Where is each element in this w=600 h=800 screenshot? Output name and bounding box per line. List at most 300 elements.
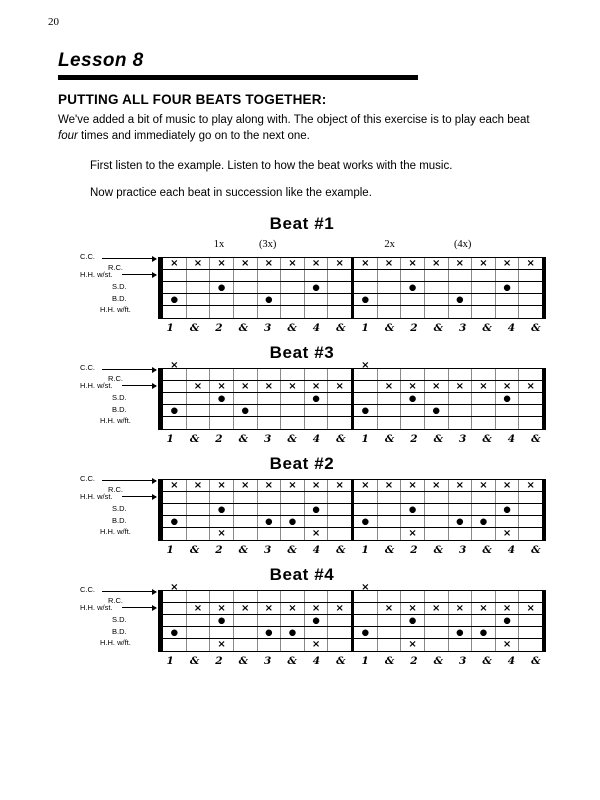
notation-grid [158, 360, 546, 430]
grid-cell [234, 369, 258, 380]
grid-cell [472, 258, 496, 269]
count-label: & [189, 544, 200, 557]
grid-cell [519, 615, 542, 626]
bass-line-note: ● [456, 294, 464, 305]
grid-cell [234, 417, 258, 429]
grid-cell [496, 516, 520, 527]
grid-cell [328, 282, 354, 293]
staff-row-hihat-stick-line [163, 603, 542, 615]
grid-cell [210, 615, 234, 626]
staff-row-crash-line [163, 360, 542, 381]
grid-cell [234, 270, 258, 281]
grid-cell [328, 504, 354, 515]
grid-cell [234, 591, 258, 602]
grid-cell [496, 417, 520, 429]
grid-cell [425, 258, 449, 269]
grid-cell [305, 282, 329, 293]
grid-cell [234, 282, 258, 293]
bass-line-note: ● [265, 294, 273, 305]
grid-cell [210, 639, 234, 651]
bass-line-note: ● [361, 516, 370, 527]
grid-cell [187, 528, 211, 540]
grid-cell [496, 381, 520, 392]
count-label: & [531, 322, 541, 335]
grid-cell [210, 405, 234, 416]
grid-cell [163, 516, 187, 527]
cymbal-line-note: × [526, 479, 535, 491]
grid-cell [281, 528, 305, 540]
grid-cell [281, 504, 305, 515]
grid-cell [210, 627, 234, 638]
grid-cell [354, 306, 378, 318]
repeat-labels-row [158, 239, 548, 253]
grid-cell [425, 591, 449, 602]
grid-cell [258, 258, 282, 269]
grid-cell [187, 615, 211, 626]
grid-cell [425, 369, 449, 380]
grid-cell [328, 639, 354, 651]
count-label: 3 [264, 544, 272, 557]
count-label: & [238, 655, 249, 668]
bass-label: B.D. [112, 405, 127, 415]
grid-cell [425, 639, 449, 651]
grid-cell [305, 480, 329, 491]
count-label: 2 [215, 433, 223, 446]
snare-line-note: ● [312, 504, 320, 515]
count-label: & [238, 322, 249, 335]
grid-cell [210, 393, 234, 404]
grid-cell [328, 381, 354, 392]
grid-cell [449, 639, 473, 651]
hihat-foot-line-note: × [408, 639, 417, 651]
grid-cell [210, 516, 234, 527]
grid-cell [328, 627, 354, 638]
grid-cell [472, 393, 496, 404]
grid-cell [187, 591, 211, 602]
grid-cell [401, 381, 425, 392]
grid-cell [425, 504, 449, 515]
count-label: & [482, 322, 492, 335]
bass-line-note: ● [479, 627, 488, 638]
grid-cell [472, 603, 496, 614]
grid-cell [354, 417, 378, 429]
grid-cell [354, 381, 378, 392]
staff-wrap [58, 582, 546, 652]
bass-label: B.D. [112, 516, 127, 526]
count-label: & [287, 544, 297, 557]
grid-cell [496, 294, 520, 305]
grid-cell [258, 603, 282, 614]
grid-cell [210, 282, 234, 293]
hihat-stick-line-note: × [311, 380, 321, 392]
beat-title: Beat #1 [269, 214, 335, 234]
count-label: & [336, 655, 346, 668]
staff-row-labels [58, 252, 158, 317]
intro-text-before: We've added a bit of music to play along with. The object of this exercise is to play each beat [58, 114, 530, 126]
grid-cell [210, 306, 234, 318]
grid-cell [401, 306, 425, 318]
grid-cell [281, 615, 305, 626]
grid-cell [496, 480, 520, 491]
count-label: 3 [459, 544, 467, 557]
grid-cell [328, 270, 354, 281]
hihat-stick-line-note: × [502, 602, 512, 614]
grid-cell [449, 258, 473, 269]
grid-cell [258, 381, 282, 392]
count-label: 1 [361, 322, 369, 335]
cymbal-line-note: × [361, 479, 370, 491]
bass-line-note: ● [265, 516, 273, 527]
grid-cell [378, 480, 402, 491]
grid-cell [425, 393, 449, 404]
count-label: 2 [215, 322, 223, 335]
count-label: 3 [459, 655, 467, 668]
cymbal-line-note: × [479, 479, 488, 491]
bass-line-note: ● [361, 294, 370, 305]
grid-cell [258, 615, 282, 626]
hihat-stick-arrow-icon [122, 607, 156, 608]
beat-section-3 [58, 454, 546, 556]
notation-grid [158, 257, 546, 319]
grid-cell [234, 405, 258, 416]
grid-cell [519, 480, 542, 491]
staff-row-cymbal-line [163, 258, 542, 270]
grid-cell [258, 528, 282, 540]
grid-cell [305, 615, 329, 626]
grid-cell [210, 480, 234, 491]
count-label: 4 [507, 544, 516, 557]
grid-cell [163, 270, 187, 281]
hihat-stick-line-note: × [526, 602, 535, 614]
cymbal-line-note: × [384, 479, 394, 491]
grid-cell [234, 615, 258, 626]
grid-cell [187, 639, 211, 651]
snare-line-note: ● [217, 282, 226, 293]
grid-cell [281, 492, 305, 503]
count-label: & [189, 433, 200, 446]
grid-cell [401, 528, 425, 540]
bass-line-note: ● [170, 516, 179, 527]
grid-cell [328, 258, 354, 269]
grid-cell [449, 492, 473, 503]
hihat-stick-line-note: × [502, 380, 512, 392]
cymbal-line-note: × [217, 257, 226, 269]
grid-cell [449, 393, 473, 404]
staff-row-hihat-foot-line [163, 639, 542, 651]
grid-cell [519, 282, 542, 293]
crash-arrow-icon [102, 258, 156, 259]
hihat-stick-label: H.H. w/st. [80, 603, 113, 613]
count-label: 4 [312, 544, 321, 557]
grid-cell [449, 417, 473, 429]
grid-cell [234, 516, 258, 527]
grid-cell [519, 603, 542, 614]
cymbal-line-note: × [361, 257, 370, 269]
grid-cell [378, 591, 402, 602]
grid-cell [401, 627, 425, 638]
grid-cell [401, 405, 425, 416]
hihat-stick-arrow-icon [122, 496, 156, 497]
count-label: 2 [410, 433, 418, 446]
snare-label: S.D. [112, 615, 127, 625]
grid-cell [281, 369, 305, 380]
grid-cell [449, 516, 473, 527]
grid-cell [305, 504, 329, 515]
staff-wrap [58, 252, 546, 319]
grid-cell [378, 381, 402, 392]
grid-cell [401, 504, 425, 515]
grid-cell [187, 480, 211, 491]
crash-line-note: × [361, 360, 370, 372]
grid-cell [281, 282, 305, 293]
grid-cell [187, 369, 211, 380]
grid-cell [472, 306, 496, 318]
grid-cell [496, 393, 520, 404]
snare-line-note: ● [217, 393, 226, 404]
count-label: & [287, 322, 297, 335]
staff-row-hihat-stick-line [163, 270, 542, 282]
snare-line-note: ● [312, 393, 320, 404]
grid-cell [281, 258, 305, 269]
cymbal-line-note: × [455, 479, 465, 491]
count-label: & [384, 655, 395, 668]
grid-cell [281, 417, 305, 429]
grid-cell [472, 270, 496, 281]
grid-cell [305, 381, 329, 392]
hihat-stick-line-note: × [217, 602, 226, 614]
grid-cell [401, 603, 425, 614]
cymbal-line-note: × [311, 257, 321, 269]
grid-cell [354, 360, 378, 380]
grid-cell [378, 258, 402, 269]
hihat-stick-line-note: × [264, 602, 274, 614]
grid-cell [449, 528, 473, 540]
grid-cell [354, 393, 378, 404]
count-label: & [238, 433, 249, 446]
grid-cell [258, 627, 282, 638]
grid-cell [449, 405, 473, 416]
grid-cell [258, 282, 282, 293]
grid-cell [187, 417, 211, 429]
grid-cell [234, 393, 258, 404]
staff-row-bass-line [163, 516, 542, 528]
grid-cell [378, 516, 402, 527]
snare-line-note: ● [408, 504, 417, 515]
grid-cell [425, 282, 449, 293]
snare-line-note: ● [503, 504, 511, 515]
hihat-stick-arrow-icon [122, 274, 156, 275]
count-label: & [189, 322, 200, 335]
grid-cell [163, 417, 187, 429]
hihat-stick-line-note: × [264, 380, 274, 392]
grid-cell [328, 405, 354, 416]
hihat-stick-line-note: × [288, 380, 297, 392]
ride-cymbal-label: R.C. [108, 596, 123, 606]
grid-cell [401, 591, 425, 602]
cymbal-line-note: × [170, 257, 179, 269]
hihat-stick-line-note: × [455, 380, 465, 392]
count-label: 4 [312, 433, 321, 446]
grid-cell [496, 258, 520, 269]
grid-cell [519, 369, 542, 380]
grid-cell [472, 516, 496, 527]
hihat-foot-line-note: × [311, 639, 321, 651]
bass-line-note: ● [432, 405, 440, 416]
cymbal-line-note: × [288, 257, 297, 269]
ride-cymbal-label: R.C. [108, 263, 123, 273]
count-label: & [336, 322, 346, 335]
grid-cell [354, 639, 378, 651]
grid-cell [258, 492, 282, 503]
cymbal-line-note: × [288, 479, 297, 491]
staff-row-bass-line [163, 294, 542, 306]
grid-cell [472, 492, 496, 503]
count-label: 1 [166, 322, 174, 335]
section-heading: PUTTING ALL FOUR BEATS TOGETHER: [58, 92, 327, 107]
grid-cell [519, 381, 542, 392]
count-label: 3 [264, 433, 272, 446]
grid-cell [449, 381, 473, 392]
grid-cell [305, 258, 329, 269]
hihat-foot-label: H.H. w/ft. [100, 416, 131, 426]
grid-cell [163, 294, 187, 305]
count-label: 2 [215, 544, 223, 557]
snare-label: S.D. [112, 282, 127, 292]
hihat-stick-line-note: × [193, 602, 203, 614]
hihat-foot-line-note: × [408, 528, 417, 540]
grid-cell [354, 282, 378, 293]
bass-line-note: ● [479, 516, 488, 527]
grid-cell [281, 516, 305, 527]
count-label: 2 [215, 655, 223, 668]
hihat-foot-line-note: × [217, 528, 226, 540]
notation-grid [158, 582, 546, 652]
snare-line-note: ● [408, 615, 417, 626]
grid-cell [449, 603, 473, 614]
grid-cell [378, 615, 402, 626]
staff-row-hihat-foot-line [163, 306, 542, 318]
beat-section-4 [58, 565, 546, 667]
cymbal-line-note: × [335, 257, 344, 269]
grid-cell [354, 516, 378, 527]
grid-cell [234, 528, 258, 540]
grid-cell [281, 306, 305, 318]
cymbal-line-note: × [217, 479, 226, 491]
grid-cell [449, 306, 473, 318]
grid-cell [305, 639, 329, 651]
grid-cell [328, 393, 354, 404]
hihat-foot-line-note: × [502, 528, 512, 540]
snare-line-note: ● [503, 282, 511, 293]
snare-line-note: ● [312, 282, 320, 293]
grid-cell [281, 270, 305, 281]
bass-line-note: ● [170, 405, 179, 416]
crash-arrow-icon [102, 591, 156, 592]
count-label: 2 [410, 655, 418, 668]
page-number: 20 [48, 16, 59, 28]
grid-cell [449, 480, 473, 491]
cymbal-line-note: × [311, 479, 321, 491]
count-label: 1 [361, 544, 369, 557]
hihat-stick-line-note: × [288, 602, 297, 614]
staff-row-cymbal-line [163, 480, 542, 492]
hihat-stick-line-note: × [408, 602, 417, 614]
grid-cell [328, 516, 354, 527]
grid-cell [425, 405, 449, 416]
grid-cell [519, 417, 542, 429]
grid-cell [354, 480, 378, 491]
grid-cell [354, 405, 378, 416]
staff-wrap [58, 474, 546, 541]
grid-cell [234, 480, 258, 491]
grid-cell [258, 306, 282, 318]
bass-line-note: ● [288, 516, 297, 527]
cymbal-line-note: × [264, 257, 274, 269]
grid-cell [210, 417, 234, 429]
grid-cell [305, 306, 329, 318]
grid-cell [354, 528, 378, 540]
grid-cell [519, 270, 542, 281]
grid-cell [472, 528, 496, 540]
crash-line-note: × [170, 582, 179, 594]
grid-cell [187, 306, 211, 318]
grid-cell [472, 294, 496, 305]
repeat-label: 1x [213, 239, 225, 251]
grid-cell [496, 282, 520, 293]
snare-label: S.D. [112, 393, 127, 403]
grid-cell [378, 270, 402, 281]
grid-cell [496, 306, 520, 318]
grid-cell [305, 270, 329, 281]
beat-title: Beat #4 [269, 565, 335, 585]
cymbal-line-note: × [502, 257, 512, 269]
crash-line-note: × [361, 582, 370, 594]
hihat-foot-line-note: × [217, 639, 226, 651]
count-label: 2 [410, 322, 418, 335]
grid-cell [496, 627, 520, 638]
grid-cell [519, 639, 542, 651]
grid-cell [328, 603, 354, 614]
grid-cell [472, 480, 496, 491]
grid-cell [425, 492, 449, 503]
staff-row-hihat-stick-line [163, 492, 542, 504]
grid-cell [210, 504, 234, 515]
count-label: 1 [166, 433, 174, 446]
grid-cell [519, 258, 542, 269]
grid-cell [187, 294, 211, 305]
hihat-stick-line-note: × [335, 380, 344, 392]
count-label: 1 [361, 655, 369, 668]
count-label: 1 [361, 433, 369, 446]
hihat-stick-line-note: × [217, 380, 226, 392]
count-label: 1 [166, 655, 174, 668]
cymbal-line-note: × [240, 479, 250, 491]
counts-row [158, 544, 548, 556]
grid-cell [472, 405, 496, 416]
grid-cell [281, 591, 305, 602]
bass-line-note: ● [170, 627, 179, 638]
bass-line-note: ● [265, 627, 273, 638]
grid-cell [187, 405, 211, 416]
grid-cell [210, 270, 234, 281]
grid-cell [328, 591, 354, 602]
grid-cell [163, 492, 187, 503]
grid-cell [258, 369, 282, 380]
count-label: & [384, 544, 395, 557]
grid-cell [210, 591, 234, 602]
grid-cell [378, 492, 402, 503]
cymbal-line-note: × [170, 479, 179, 491]
